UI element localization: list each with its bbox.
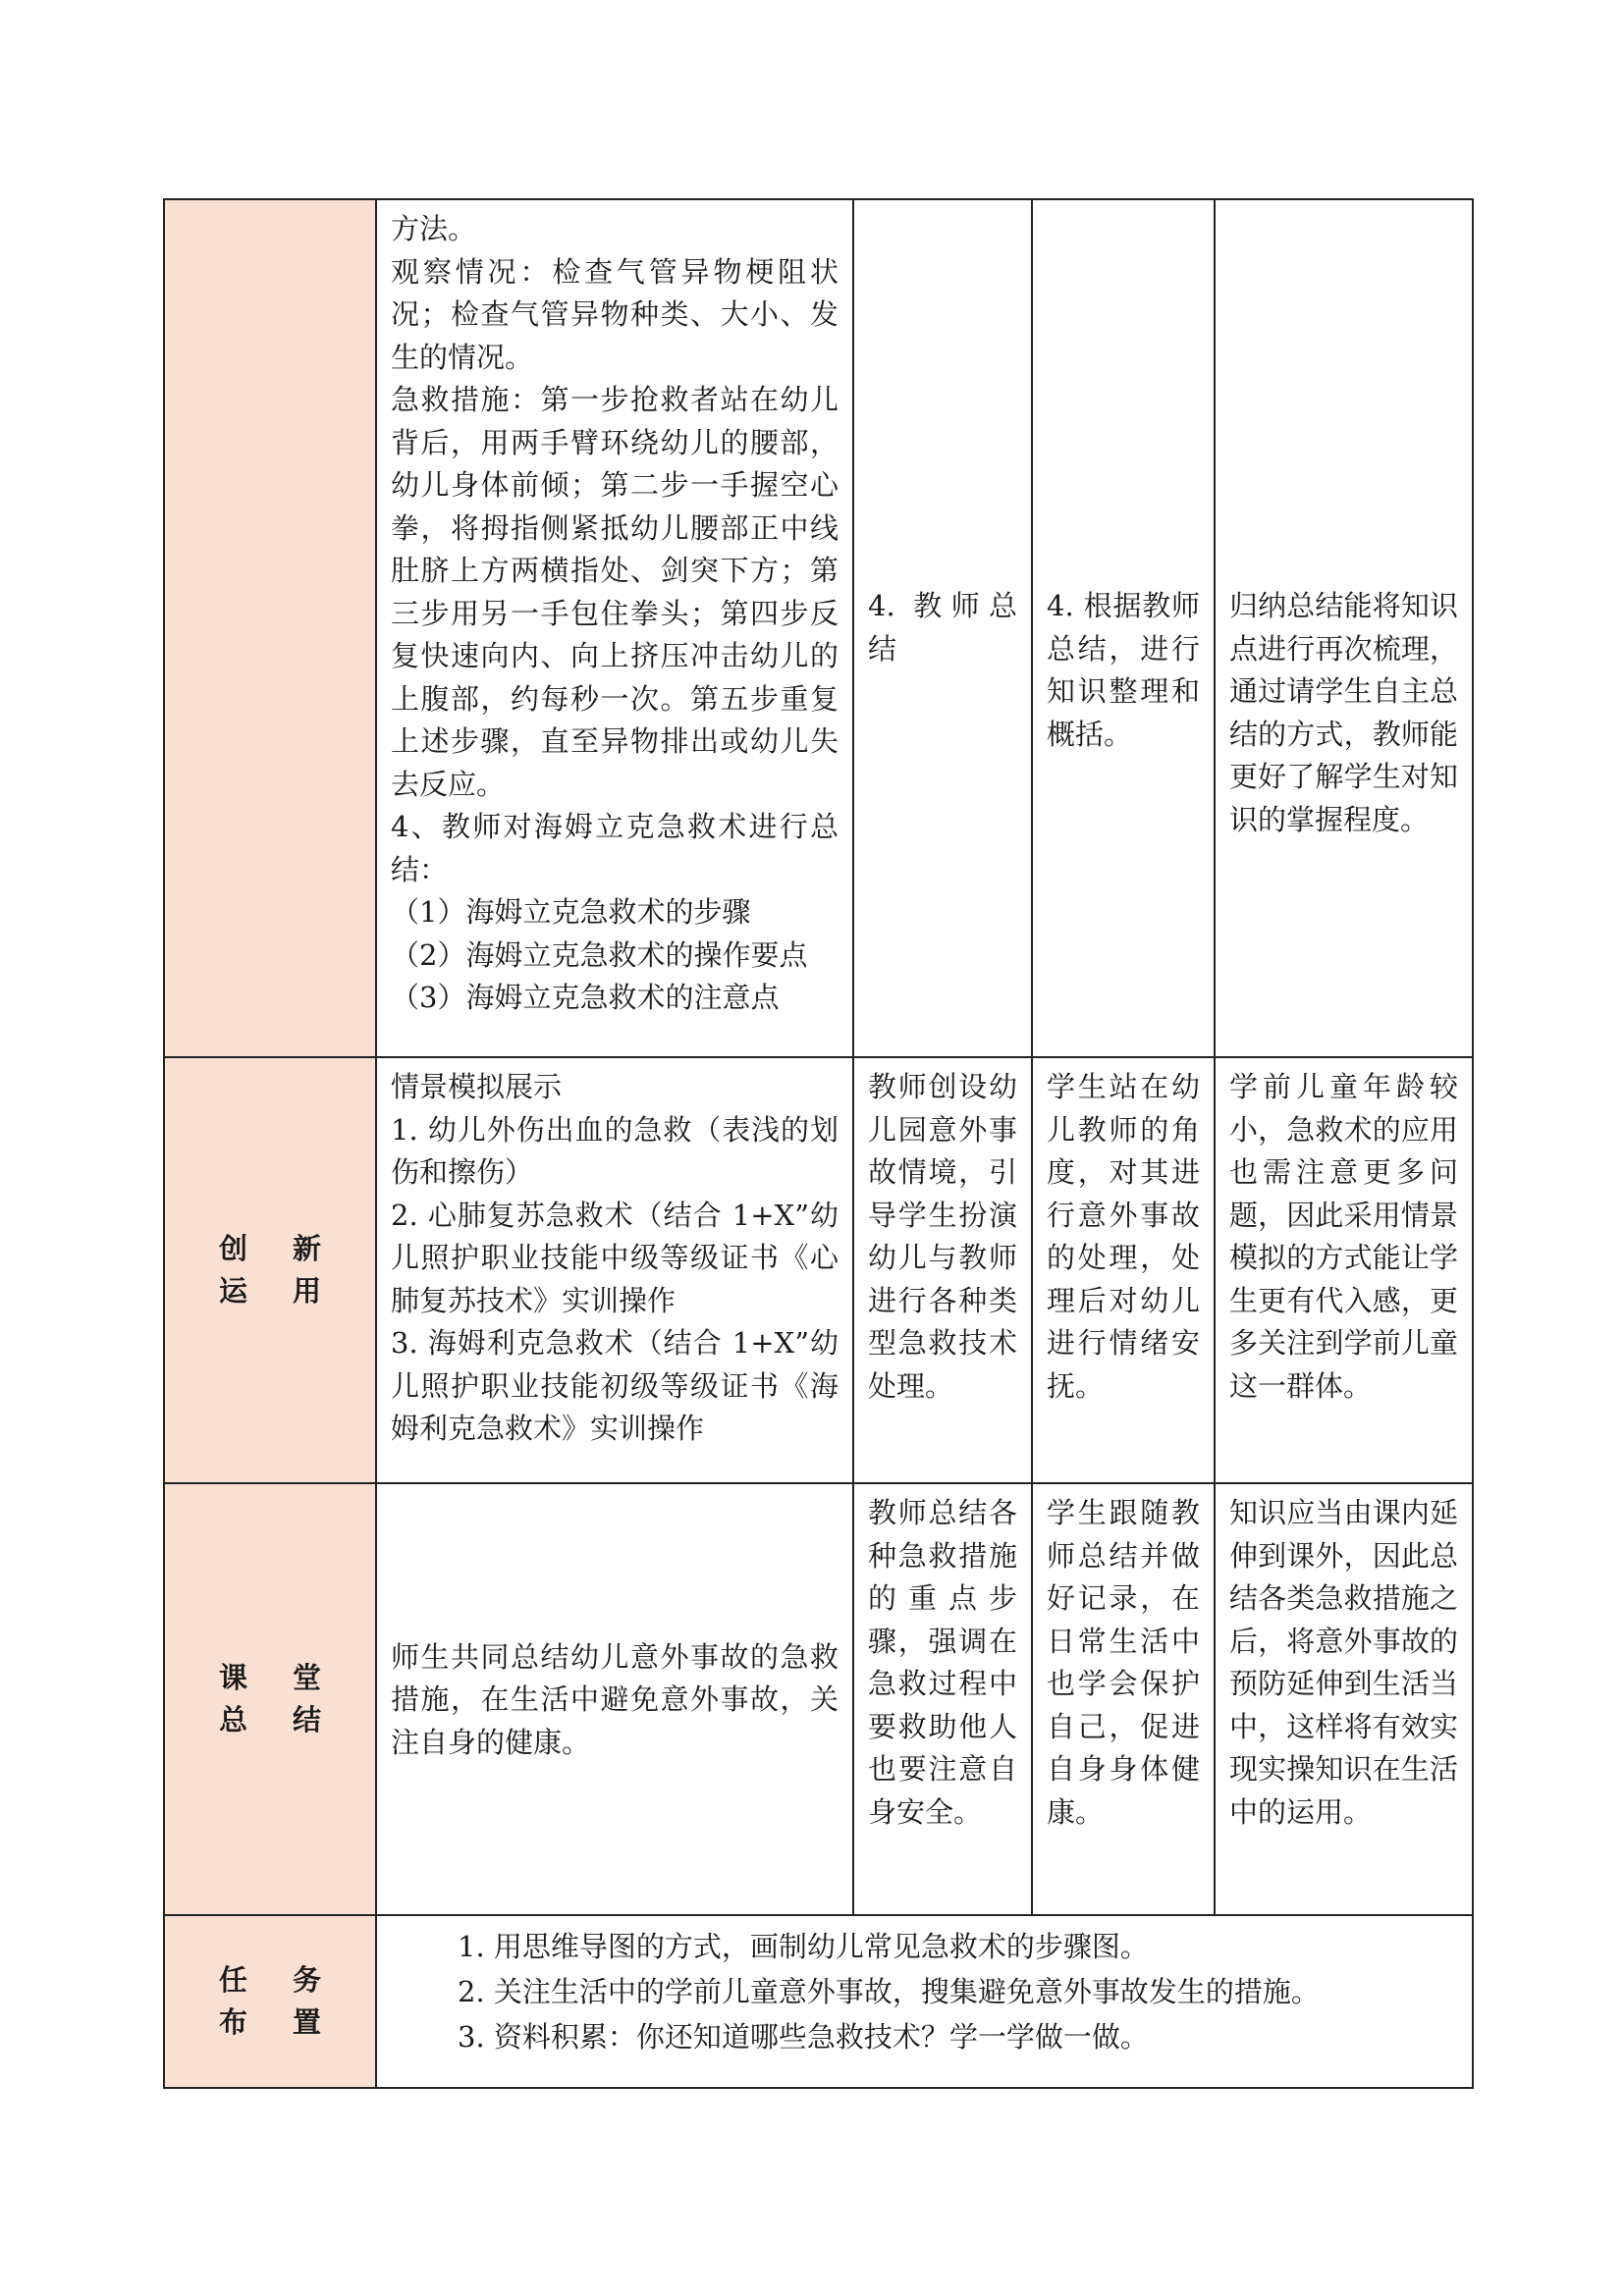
task-cell (376, 1915, 1473, 2088)
stage-label: 总 结 (218, 1703, 340, 1736)
content-line: 1. 幼儿外伤出血的急救（表浅的划伤和擦伤） (391, 1112, 839, 1189)
content-cell (376, 199, 853, 1057)
teacher-activity-cell: 教师总结各种急救措施的重点步骤，强调在急救过程中要救助他人也要注意自身安全。 (853, 1483, 1032, 1915)
student-activity-cell: 学生站在幼儿教师的角度，对其进行意外事故的处理，处理后对幼儿进行情绪安抚。 (1032, 1057, 1215, 1483)
content-line: 3. 海姆利克急救术（结合 1+X”幼儿照护职业技能初级等级证书《海姆利克急救术》实训操作 (391, 1326, 839, 1445)
stage-cell (164, 1915, 376, 2088)
content-line: 4、教师对海姆立克急救术进行总结： (391, 810, 839, 886)
content-line: （2）海姆立克急救术的操作要点 (391, 937, 808, 972)
task-item: 2. 关注生活中的学前儿童意外事故，搜集避免意外事故发生的措施。 (458, 1975, 1320, 2008)
content-line: （1）海姆立克急救术的步骤 (391, 895, 751, 929)
task-item: 3. 资料积累：你还知道哪些急救技术？学一学做一做。 (458, 2020, 1149, 2054)
table-row (164, 1483, 1473, 1915)
stage-label: 运 用 (218, 1274, 340, 1308)
design-intent-cell: 知识应当由课内延伸到课外，因此总结各类急救措施之后，将意外事故的预防延伸到生活当中，这样将有效实现实操知识在生活中的运用。 (1215, 1483, 1473, 1915)
stage-cell-empty (164, 199, 376, 1057)
stage-cell (164, 1483, 376, 1915)
content-line: 方法。 (391, 212, 477, 245)
stage-label: 布 置 (218, 2005, 340, 2039)
table-row (164, 1057, 1473, 1483)
stage-label: 创 新 (218, 1231, 340, 1265)
student-activity-cell: 4. 根据教师总结，进行知识整理和概括。 (1032, 199, 1215, 1057)
content-line: 急救措施：第一步抢救者站在幼儿背后，用两手臂环绕幼儿的腰部，幼儿身体前倾；第二步一手握空心拳，将拇指侧紧抵幼儿腰部正中线肚脐上方两横指处、剑突下方；第三步用另一手包住拳头；第四步反复快速向内、向上挤压冲击幼儿的上腹部，约每秒一次。第五步重复上述步骤，直至异物排出或幼儿失去反应。 (391, 383, 839, 801)
stage-label: 任 务 (218, 1962, 340, 1997)
task-item: 1. 用思维导图的方式，画制幼儿常见急救术的步骤图。 (458, 1930, 1149, 1963)
content-line: 情景模拟展示 (391, 1070, 563, 1103)
content-cell (376, 1057, 853, 1483)
student-activity-cell: 学生跟随教师总结并做好记录，在日常生活中也学会保护自己，促进自身身体健康。 (1032, 1483, 1215, 1915)
design-intent-cell: 归纳总结能将知识点进行再次梳理，通过请学生自主总结的方式，教师能更好了解学生对知识的掌握程度。 (1215, 199, 1473, 1057)
content-line: 2. 心肺复苏急救术（结合 1+X”幼儿照护职业技能中级等级证书《心肺复苏技术》实训操作 (391, 1198, 839, 1317)
table-row (164, 1915, 1473, 2088)
teacher-activity-cell: 4. 教师总结 (853, 199, 1032, 1057)
teacher-activity-cell: 教师创设幼儿园意外事故情境，引导学生扮演幼儿与教师进行各种类型急救技术处理。 (853, 1057, 1032, 1483)
stage-cell (164, 1057, 376, 1483)
lesson-plan-table (163, 198, 1474, 2089)
stage-label: 课 堂 (218, 1660, 340, 1694)
content-cell (376, 1483, 853, 1915)
content-line: （3）海姆立克急救术的注意点 (391, 981, 780, 1014)
content-line: 师生共同总结幼儿意外事故的急救措施，在生活中避免意外事故，关注自身的健康。 (391, 1639, 839, 1759)
table-row (164, 199, 1473, 1057)
design-intent-cell: 学前儿童年龄较小，急救术的应用也需注意更多问题，因此采用情景模拟的方式能让学生更有代入感，更多关注到学前儿童这一群体。 (1215, 1057, 1473, 1483)
content-line: 观察情况：检查气管异物梗阻状况；检查气管异物种类、大小、发生的情况。 (391, 254, 839, 374)
